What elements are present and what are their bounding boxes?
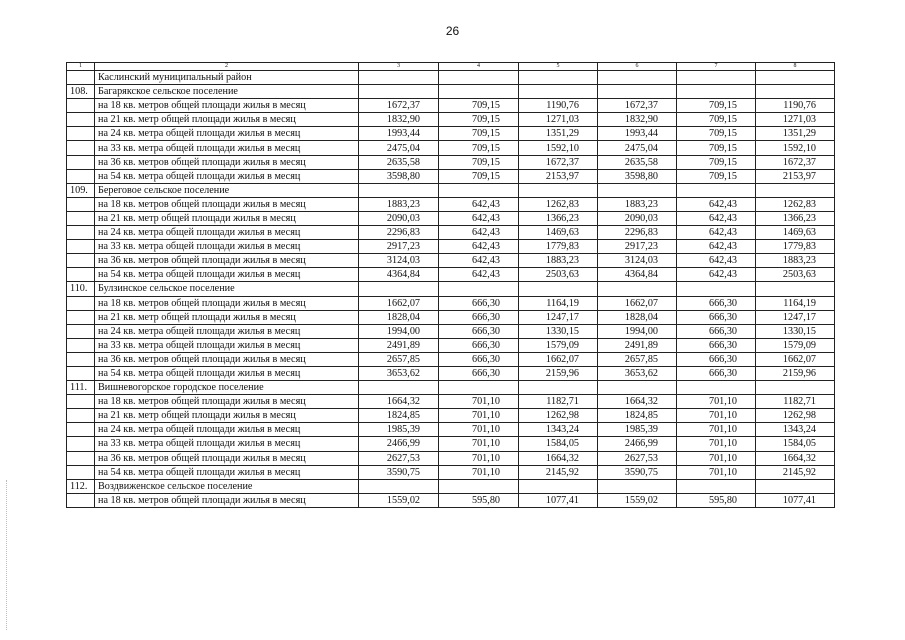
value-cell: 1779,83 bbox=[519, 240, 598, 254]
value-cell: 2917,23 bbox=[598, 240, 677, 254]
settlement-index: 111. bbox=[67, 381, 95, 395]
empty-cell bbox=[67, 465, 95, 479]
norm-label: на 54 кв. метра общей площади жилья в месяц bbox=[95, 169, 359, 183]
table-row bbox=[67, 437, 835, 451]
norm-label: на 21 кв. метр общей площади жилья в месяц bbox=[95, 409, 359, 423]
value-cell: 1247,17 bbox=[756, 310, 835, 324]
value-cell: 1559,02 bbox=[359, 493, 439, 507]
table-row bbox=[67, 395, 835, 409]
settlement-header-row bbox=[67, 381, 835, 395]
empty-cell bbox=[439, 282, 519, 296]
empty-cell bbox=[439, 183, 519, 197]
value-cell: 2635,58 bbox=[598, 155, 677, 169]
value-cell: 642,43 bbox=[439, 211, 519, 225]
table-row bbox=[67, 451, 835, 465]
empty-cell bbox=[519, 479, 598, 493]
settlement-header-row bbox=[67, 479, 835, 493]
table-row bbox=[67, 338, 835, 352]
empty-cell bbox=[67, 71, 95, 85]
empty-cell bbox=[519, 85, 598, 99]
value-cell: 1351,29 bbox=[519, 127, 598, 141]
norm-label: на 36 кв. метров общей площади жилья в месяц bbox=[95, 352, 359, 366]
value-cell: 709,15 bbox=[439, 113, 519, 127]
value-cell: 642,43 bbox=[677, 226, 756, 240]
norm-label: на 33 кв. метра общей площади жилья в месяц bbox=[95, 141, 359, 155]
column-number: 5 bbox=[519, 63, 598, 71]
value-cell: 1883,23 bbox=[519, 254, 598, 268]
scan-margin-mark bbox=[6, 480, 8, 630]
value-cell: 1559,02 bbox=[598, 493, 677, 507]
value-cell: 2475,04 bbox=[598, 141, 677, 155]
empty-cell bbox=[756, 381, 835, 395]
table-row bbox=[67, 409, 835, 423]
empty-cell bbox=[756, 85, 835, 99]
value-cell: 666,30 bbox=[439, 338, 519, 352]
norm-label: на 18 кв. метров общей площади жилья в месяц bbox=[95, 395, 359, 409]
empty-cell bbox=[677, 85, 756, 99]
table-row bbox=[67, 211, 835, 225]
norm-label: на 36 кв. метров общей площади жилья в месяц bbox=[95, 155, 359, 169]
settlement-index: 112. bbox=[67, 479, 95, 493]
value-cell: 1343,24 bbox=[756, 423, 835, 437]
value-cell: 2145,92 bbox=[519, 465, 598, 479]
value-cell: 1164,19 bbox=[756, 296, 835, 310]
empty-cell bbox=[359, 183, 439, 197]
value-cell: 642,43 bbox=[677, 211, 756, 225]
empty-cell bbox=[677, 479, 756, 493]
value-cell: 1330,15 bbox=[756, 324, 835, 338]
empty-cell bbox=[677, 381, 756, 395]
empty-cell bbox=[756, 282, 835, 296]
value-cell: 701,10 bbox=[677, 423, 756, 437]
settlement-index: 110. bbox=[67, 282, 95, 296]
value-cell: 701,10 bbox=[439, 465, 519, 479]
empty-cell bbox=[519, 183, 598, 197]
value-cell: 1985,39 bbox=[359, 423, 439, 437]
value-cell: 701,10 bbox=[439, 423, 519, 437]
value-cell: 1883,23 bbox=[359, 197, 439, 211]
settlement-index: 108. bbox=[67, 85, 95, 99]
value-cell: 1262,83 bbox=[756, 197, 835, 211]
empty-cell bbox=[756, 183, 835, 197]
tariff-table bbox=[66, 62, 835, 508]
settlement-name: Вишневогорское городское поселение bbox=[95, 381, 359, 395]
value-cell: 1672,37 bbox=[598, 99, 677, 113]
table-row bbox=[67, 155, 835, 169]
empty-cell bbox=[598, 282, 677, 296]
value-cell: 1662,07 bbox=[598, 296, 677, 310]
value-cell: 1662,07 bbox=[756, 352, 835, 366]
empty-cell bbox=[598, 71, 677, 85]
table-row bbox=[67, 310, 835, 324]
value-cell: 3653,62 bbox=[359, 366, 439, 380]
empty-cell bbox=[756, 71, 835, 85]
norm-label: на 24 кв. метра общей площади жилья в месяц bbox=[95, 127, 359, 141]
empty-cell bbox=[67, 324, 95, 338]
district-name: Каслинский муниципальный район bbox=[95, 71, 359, 85]
value-cell: 2296,83 bbox=[598, 226, 677, 240]
norm-label: на 21 кв. метр общей площади жилья в месяц bbox=[95, 310, 359, 324]
norm-label: на 24 кв. метра общей площади жилья в месяц bbox=[95, 226, 359, 240]
value-cell: 642,43 bbox=[439, 268, 519, 282]
empty-cell bbox=[67, 437, 95, 451]
district-row bbox=[67, 71, 835, 85]
table-row bbox=[67, 423, 835, 437]
table-row bbox=[67, 296, 835, 310]
value-cell: 1584,05 bbox=[756, 437, 835, 451]
value-cell: 1883,23 bbox=[598, 197, 677, 211]
empty-cell bbox=[359, 479, 439, 493]
norm-label: на 18 кв. метров общей площади жилья в месяц bbox=[95, 197, 359, 211]
value-cell: 1824,85 bbox=[359, 409, 439, 423]
value-cell: 642,43 bbox=[439, 226, 519, 240]
value-cell: 2466,99 bbox=[359, 437, 439, 451]
value-cell: 2503,63 bbox=[756, 268, 835, 282]
empty-cell bbox=[67, 254, 95, 268]
table-row bbox=[67, 493, 835, 507]
value-cell: 1664,32 bbox=[519, 451, 598, 465]
empty-cell bbox=[67, 352, 95, 366]
value-cell: 666,30 bbox=[677, 366, 756, 380]
value-cell: 2466,99 bbox=[598, 437, 677, 451]
value-cell: 1366,23 bbox=[519, 211, 598, 225]
empty-cell bbox=[67, 99, 95, 113]
value-cell: 1262,98 bbox=[756, 409, 835, 423]
value-cell: 701,10 bbox=[439, 437, 519, 451]
value-cell: 2153,97 bbox=[519, 169, 598, 183]
value-cell: 1077,41 bbox=[519, 493, 598, 507]
empty-cell bbox=[598, 479, 677, 493]
value-cell: 1469,63 bbox=[519, 226, 598, 240]
empty-cell bbox=[598, 85, 677, 99]
table-row bbox=[67, 352, 835, 366]
value-cell: 2159,96 bbox=[519, 366, 598, 380]
settlement-header-row bbox=[67, 282, 835, 296]
settlement-name: Булзинское сельское поселение bbox=[95, 282, 359, 296]
empty-cell bbox=[359, 282, 439, 296]
table-row bbox=[67, 254, 835, 268]
value-cell: 666,30 bbox=[439, 352, 519, 366]
value-cell: 1828,04 bbox=[598, 310, 677, 324]
value-cell: 701,10 bbox=[677, 451, 756, 465]
value-cell: 709,15 bbox=[439, 141, 519, 155]
value-cell: 1592,10 bbox=[519, 141, 598, 155]
empty-cell bbox=[756, 479, 835, 493]
empty-cell bbox=[67, 423, 95, 437]
value-cell: 1672,37 bbox=[359, 99, 439, 113]
value-cell: 1985,39 bbox=[598, 423, 677, 437]
value-cell: 1672,37 bbox=[756, 155, 835, 169]
value-cell: 642,43 bbox=[439, 197, 519, 211]
norm-label: на 24 кв. метра общей площади жилья в месяц bbox=[95, 423, 359, 437]
empty-cell bbox=[67, 338, 95, 352]
empty-cell bbox=[67, 211, 95, 225]
value-cell: 1994,00 bbox=[359, 324, 439, 338]
value-cell: 709,15 bbox=[677, 127, 756, 141]
empty-cell bbox=[67, 197, 95, 211]
empty-cell bbox=[67, 127, 95, 141]
value-cell: 701,10 bbox=[677, 437, 756, 451]
norm-label: на 21 кв. метр общей площади жилья в месяц bbox=[95, 211, 359, 225]
table-row bbox=[67, 113, 835, 127]
empty-cell bbox=[439, 381, 519, 395]
value-cell: 701,10 bbox=[677, 395, 756, 409]
table-row bbox=[67, 324, 835, 338]
value-cell: 642,43 bbox=[439, 240, 519, 254]
value-cell: 701,10 bbox=[439, 409, 519, 423]
value-cell: 1662,07 bbox=[519, 352, 598, 366]
value-cell: 1190,76 bbox=[519, 99, 598, 113]
value-cell: 2153,97 bbox=[756, 169, 835, 183]
empty-cell bbox=[519, 71, 598, 85]
norm-label: на 54 кв. метра общей площади жилья в месяц bbox=[95, 366, 359, 380]
empty-cell bbox=[67, 451, 95, 465]
value-cell: 1271,03 bbox=[519, 113, 598, 127]
value-cell: 1993,44 bbox=[359, 127, 439, 141]
empty-cell bbox=[67, 493, 95, 507]
value-cell: 1832,90 bbox=[598, 113, 677, 127]
settlement-header-row bbox=[67, 85, 835, 99]
value-cell: 701,10 bbox=[677, 465, 756, 479]
empty-cell bbox=[677, 183, 756, 197]
value-cell: 1824,85 bbox=[598, 409, 677, 423]
value-cell: 709,15 bbox=[677, 113, 756, 127]
value-cell: 642,43 bbox=[677, 197, 756, 211]
value-cell: 701,10 bbox=[439, 451, 519, 465]
value-cell: 1330,15 bbox=[519, 324, 598, 338]
norm-label: на 18 кв. метров общей площади жилья в месяц bbox=[95, 493, 359, 507]
value-cell: 2503,63 bbox=[519, 268, 598, 282]
empty-cell bbox=[519, 381, 598, 395]
value-cell: 3124,03 bbox=[359, 254, 439, 268]
empty-cell bbox=[67, 409, 95, 423]
table-row bbox=[67, 99, 835, 113]
value-cell: 1592,10 bbox=[756, 141, 835, 155]
empty-cell bbox=[677, 71, 756, 85]
table-row bbox=[67, 169, 835, 183]
value-cell: 666,30 bbox=[439, 324, 519, 338]
column-number: 4 bbox=[439, 63, 519, 71]
empty-cell bbox=[67, 366, 95, 380]
empty-cell bbox=[439, 85, 519, 99]
column-number: 3 bbox=[359, 63, 439, 71]
empty-cell bbox=[67, 141, 95, 155]
value-cell: 709,15 bbox=[439, 99, 519, 113]
table-row bbox=[67, 465, 835, 479]
value-cell: 2159,96 bbox=[756, 366, 835, 380]
value-cell: 1366,23 bbox=[756, 211, 835, 225]
settlement-name: Багарякское сельское поселение bbox=[95, 85, 359, 99]
value-cell: 2917,23 bbox=[359, 240, 439, 254]
norm-label: на 36 кв. метров общей площади жилья в месяц bbox=[95, 451, 359, 465]
empty-cell bbox=[67, 240, 95, 254]
table-row bbox=[67, 226, 835, 240]
settlement-index: 109. bbox=[67, 183, 95, 197]
table-row bbox=[67, 268, 835, 282]
value-cell: 1662,07 bbox=[359, 296, 439, 310]
value-cell: 2145,92 bbox=[756, 465, 835, 479]
norm-label: на 36 кв. метров общей площади жилья в месяц bbox=[95, 254, 359, 268]
value-cell: 1664,32 bbox=[359, 395, 439, 409]
empty-cell bbox=[67, 310, 95, 324]
norm-label: на 33 кв. метра общей площади жилья в месяц bbox=[95, 240, 359, 254]
empty-cell bbox=[359, 71, 439, 85]
value-cell: 2627,53 bbox=[598, 451, 677, 465]
value-cell: 1262,83 bbox=[519, 197, 598, 211]
value-cell: 2475,04 bbox=[359, 141, 439, 155]
value-cell: 3653,62 bbox=[598, 366, 677, 380]
table-row bbox=[67, 127, 835, 141]
table-row bbox=[67, 141, 835, 155]
norm-label: на 18 кв. метров общей площади жилья в месяц bbox=[95, 99, 359, 113]
value-cell: 709,15 bbox=[677, 155, 756, 169]
value-cell: 709,15 bbox=[677, 141, 756, 155]
column-number: 8 bbox=[756, 63, 835, 71]
value-cell: 1182,71 bbox=[756, 395, 835, 409]
value-cell: 666,30 bbox=[677, 352, 756, 366]
norm-label: на 54 кв. метра общей площади жилья в месяц bbox=[95, 465, 359, 479]
value-cell: 2635,58 bbox=[359, 155, 439, 169]
value-cell: 3590,75 bbox=[598, 465, 677, 479]
empty-cell bbox=[677, 282, 756, 296]
table-row bbox=[67, 197, 835, 211]
value-cell: 2491,89 bbox=[359, 338, 439, 352]
empty-cell bbox=[67, 226, 95, 240]
norm-label: на 24 кв. метра общей площади жилья в месяц bbox=[95, 324, 359, 338]
norm-label: на 21 кв. метр общей площади жилья в месяц bbox=[95, 113, 359, 127]
value-cell: 4364,84 bbox=[359, 268, 439, 282]
value-cell: 1469,63 bbox=[756, 226, 835, 240]
value-cell: 1343,24 bbox=[519, 423, 598, 437]
value-cell: 642,43 bbox=[677, 254, 756, 268]
value-cell: 1077,41 bbox=[756, 493, 835, 507]
value-cell: 4364,84 bbox=[598, 268, 677, 282]
value-cell: 709,15 bbox=[439, 169, 519, 183]
value-cell: 1584,05 bbox=[519, 437, 598, 451]
norm-label: на 54 кв. метра общей площади жилья в месяц bbox=[95, 268, 359, 282]
empty-cell bbox=[67, 155, 95, 169]
value-cell: 642,43 bbox=[677, 268, 756, 282]
empty-cell bbox=[67, 395, 95, 409]
empty-cell bbox=[439, 479, 519, 493]
value-cell: 3124,03 bbox=[598, 254, 677, 268]
empty-cell bbox=[67, 296, 95, 310]
value-cell: 1579,09 bbox=[756, 338, 835, 352]
value-cell: 1351,29 bbox=[756, 127, 835, 141]
value-cell: 595,80 bbox=[677, 493, 756, 507]
value-cell: 3598,80 bbox=[598, 169, 677, 183]
value-cell: 1664,32 bbox=[756, 451, 835, 465]
value-cell: 666,30 bbox=[677, 338, 756, 352]
value-cell: 642,43 bbox=[439, 254, 519, 268]
empty-cell bbox=[439, 71, 519, 85]
table-row bbox=[67, 366, 835, 380]
page-number: 26 bbox=[445, 24, 460, 38]
value-cell: 666,30 bbox=[677, 296, 756, 310]
settlement-name: Воздвиженское сельское поселение bbox=[95, 479, 359, 493]
value-cell: 642,43 bbox=[677, 240, 756, 254]
value-cell: 2657,85 bbox=[359, 352, 439, 366]
empty-cell bbox=[67, 169, 95, 183]
empty-cell bbox=[598, 183, 677, 197]
value-cell: 1247,17 bbox=[519, 310, 598, 324]
value-cell: 1262,98 bbox=[519, 409, 598, 423]
table-body bbox=[67, 63, 835, 508]
norm-label: на 33 кв. метра общей площади жилья в месяц bbox=[95, 338, 359, 352]
value-cell: 701,10 bbox=[677, 409, 756, 423]
value-cell: 709,15 bbox=[439, 127, 519, 141]
settlement-header-row bbox=[67, 183, 835, 197]
value-cell: 1164,19 bbox=[519, 296, 598, 310]
value-cell: 666,30 bbox=[439, 366, 519, 380]
value-cell: 666,30 bbox=[439, 310, 519, 324]
value-cell: 709,15 bbox=[677, 99, 756, 113]
value-cell: 1190,76 bbox=[756, 99, 835, 113]
empty-cell bbox=[67, 268, 95, 282]
value-cell: 1182,71 bbox=[519, 395, 598, 409]
value-cell: 1832,90 bbox=[359, 113, 439, 127]
norm-label: на 18 кв. метров общей площади жилья в месяц bbox=[95, 296, 359, 310]
column-number: 2 bbox=[95, 63, 359, 71]
column-number-row bbox=[67, 63, 835, 71]
value-cell: 709,15 bbox=[677, 169, 756, 183]
norm-label: на 33 кв. метра общей площади жилья в месяц bbox=[95, 437, 359, 451]
value-cell: 1993,44 bbox=[598, 127, 677, 141]
empty-cell bbox=[598, 381, 677, 395]
value-cell: 1664,32 bbox=[598, 395, 677, 409]
value-cell: 2491,89 bbox=[598, 338, 677, 352]
value-cell: 2296,83 bbox=[359, 226, 439, 240]
value-cell: 709,15 bbox=[439, 155, 519, 169]
value-cell: 3598,80 bbox=[359, 169, 439, 183]
value-cell: 666,30 bbox=[439, 296, 519, 310]
column-number: 7 bbox=[677, 63, 756, 71]
empty-cell bbox=[67, 113, 95, 127]
settlement-name: Береговое сельское поселение bbox=[95, 183, 359, 197]
table-row bbox=[67, 240, 835, 254]
empty-cell bbox=[359, 85, 439, 99]
value-cell: 1883,23 bbox=[756, 254, 835, 268]
value-cell: 2657,85 bbox=[598, 352, 677, 366]
value-cell: 1994,00 bbox=[598, 324, 677, 338]
value-cell: 1779,83 bbox=[756, 240, 835, 254]
value-cell: 1579,09 bbox=[519, 338, 598, 352]
value-cell: 2090,03 bbox=[359, 211, 439, 225]
value-cell: 666,30 bbox=[677, 310, 756, 324]
value-cell: 1828,04 bbox=[359, 310, 439, 324]
value-cell: 595,80 bbox=[439, 493, 519, 507]
empty-cell bbox=[519, 282, 598, 296]
value-cell: 1672,37 bbox=[519, 155, 598, 169]
column-number: 1 bbox=[67, 63, 95, 71]
value-cell: 1271,03 bbox=[756, 113, 835, 127]
value-cell: 2090,03 bbox=[598, 211, 677, 225]
value-cell: 2627,53 bbox=[359, 451, 439, 465]
value-cell: 3590,75 bbox=[359, 465, 439, 479]
value-cell: 701,10 bbox=[439, 395, 519, 409]
value-cell: 666,30 bbox=[677, 324, 756, 338]
column-number: 6 bbox=[598, 63, 677, 71]
empty-cell bbox=[359, 381, 439, 395]
